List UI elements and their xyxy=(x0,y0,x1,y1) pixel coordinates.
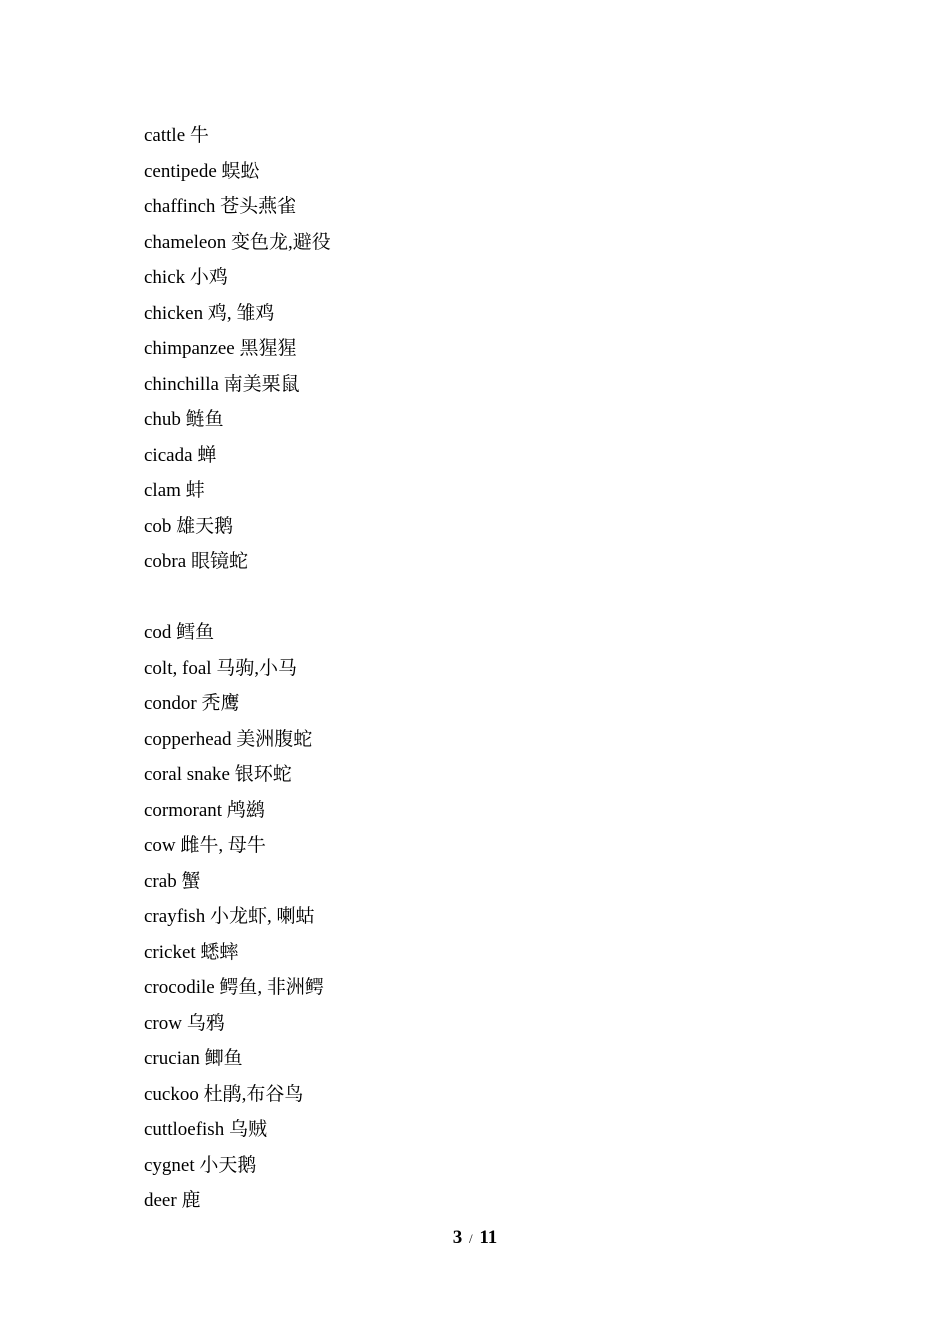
list-item: cod 鳕鱼 xyxy=(144,622,215,643)
list-item: crow 乌鸦 xyxy=(144,1012,225,1034)
list-item: cobra 眼镜蛇 xyxy=(144,551,248,572)
list-item: cow 雌牛, 母牛 xyxy=(144,835,266,856)
list-item: chaffinch 苍头燕雀 xyxy=(144,196,297,217)
list-item: cattle 牛 xyxy=(144,125,209,146)
list-item: cob 雄天鹅 xyxy=(144,515,234,537)
list-item: cuttloefish 乌贼 xyxy=(144,1119,267,1140)
list-item: crayfish 小龙虾, 喇蛄 xyxy=(144,906,315,927)
total-page-count: 11 xyxy=(479,1227,498,1248)
page-number-footer xyxy=(0,1225,950,1252)
list-item: coral snake 银环蛇 xyxy=(144,764,292,785)
list-item: chub 鲢鱼 xyxy=(144,409,224,430)
blank-line xyxy=(144,580,844,616)
list-item: crucian 鲫鱼 xyxy=(144,1048,243,1069)
list-item: copperhead 美洲腹蛇 xyxy=(144,728,313,750)
list-item: cuckoo 杜鹃,布谷鸟 xyxy=(144,1083,304,1105)
list-item: condor 秃鹰 xyxy=(144,693,240,714)
vocabulary-list xyxy=(144,118,844,1219)
list-item: chicken 鸡, 雏鸡 xyxy=(144,302,275,324)
current-page-number: 3 xyxy=(452,1227,463,1248)
list-item: chick 小鸡 xyxy=(144,267,228,288)
list-item: centipede 蜈蚣 xyxy=(144,160,260,182)
list-item: colt, foal 马驹,小马 xyxy=(144,657,298,679)
list-item: cicada 蝉 xyxy=(144,444,217,466)
list-item: crab 蟹 xyxy=(144,870,201,892)
list-item: cricket 蟋蟀 xyxy=(144,941,239,963)
list-item: crocodile 鳄鱼, 非洲鳄 xyxy=(144,977,324,998)
list-item: cormorant 鸬鹚 xyxy=(144,799,265,821)
list-item: deer 鹿 xyxy=(144,1190,201,1211)
list-item: chinchilla 南美栗鼠 xyxy=(144,373,300,395)
page-separator: / xyxy=(468,1231,473,1246)
list-item: chimpanzee 黑猩猩 xyxy=(144,338,297,359)
list-item: chameleon 变色龙,避役 xyxy=(144,231,331,253)
list-item: cygnet 小天鹅 xyxy=(144,1154,257,1176)
list-item: clam 蚌 xyxy=(144,480,205,501)
